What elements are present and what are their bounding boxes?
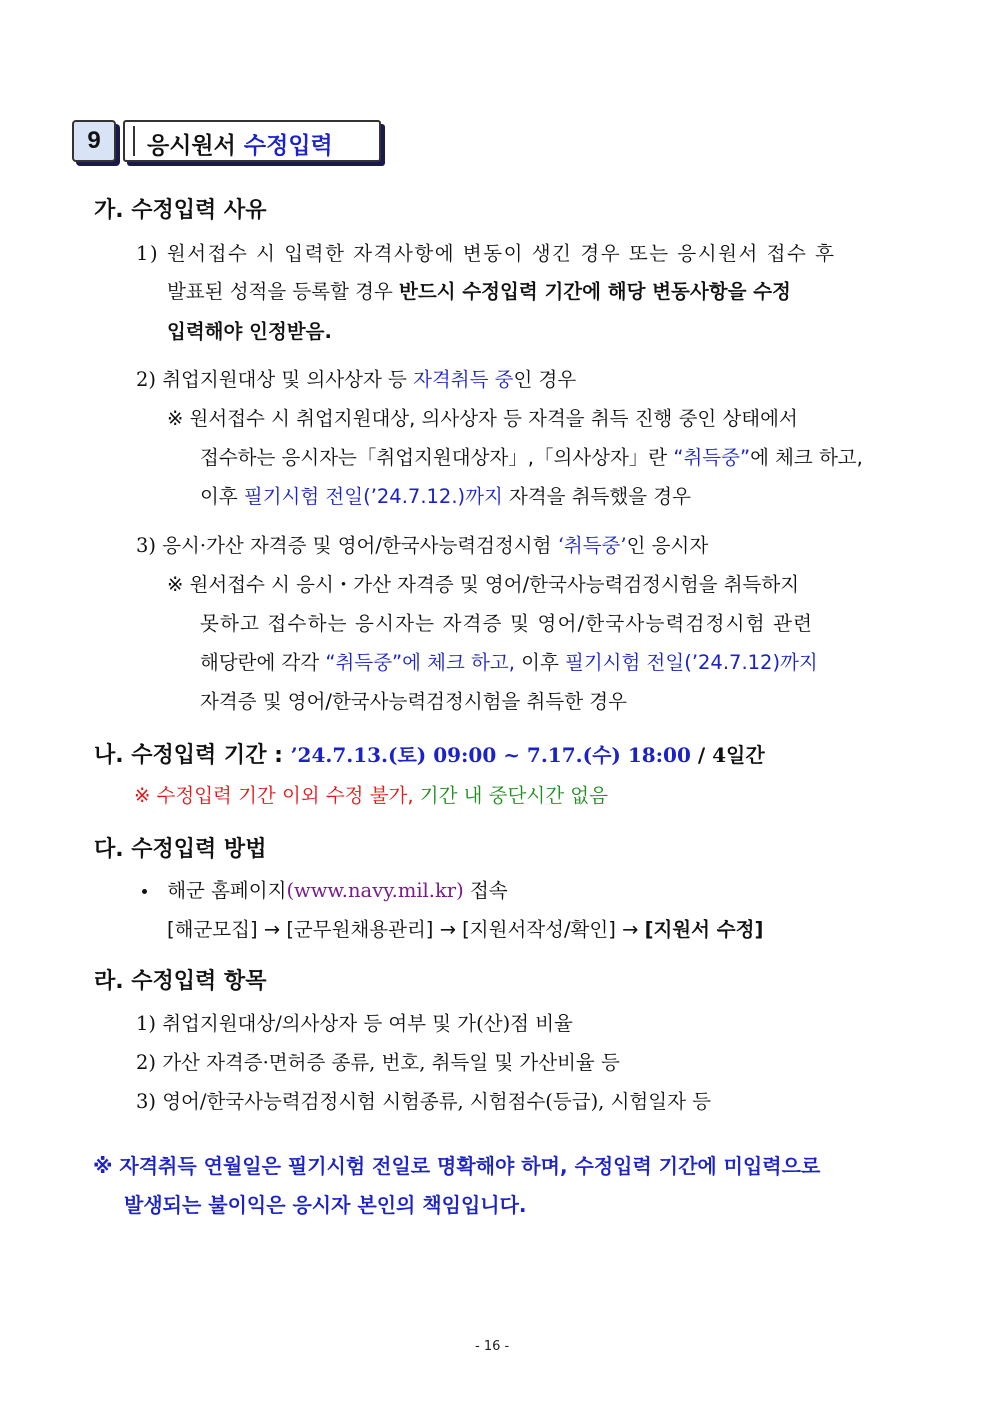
- arrow-right-icon: →: [263, 918, 281, 941]
- section-title-plain: 응시원서: [147, 133, 244, 159]
- na-note-green: 기간 내 중단시간 없음: [413, 784, 608, 807]
- bullet-icon: [142, 889, 147, 894]
- ga-item3-line: [136, 530, 708, 558]
- ga-item3-note-line3-b: “취득중”에 체크 하고,: [325, 651, 515, 674]
- da-path2: [군무원채용관리]: [286, 918, 434, 941]
- ga-item2-note-line3: [200, 481, 691, 509]
- ga-item1-line1: [136, 238, 922, 266]
- da-line1-c: 접속: [463, 879, 508, 902]
- na-duration: / 4일간: [690, 743, 765, 767]
- ga-item2-note-line3-b: 필기시험 전일(’24.7.12.)까지: [243, 485, 503, 508]
- da-line1-a: 해군 홈페이지: [167, 879, 287, 902]
- ga-item2-note-line2-b: “취득중”: [673, 446, 751, 469]
- ga-item1-line1-text: 1) 원서접수 시 입력한 자격사항에 변동이 생긴 경우 또는 응시원서 접수 후: [136, 242, 836, 265]
- ga-item3-note-line2-text: 못하고 접수하는 응시자는 자격증 및 영어/한국사능력검정시험 관련: [200, 612, 814, 635]
- ga-item3-note-line3-a: 해당란에 각각: [200, 651, 326, 674]
- final-note-line1: ※ 자격취득 연월일은 필기시험 전일로 명확해야 하며, 수정입력 기간에 미입력으로: [93, 1154, 821, 1178]
- da-line1: [142, 875, 508, 903]
- da-path4: [지원서 수정]: [644, 918, 764, 941]
- ga-item2-note-line3-a: 이후: [200, 485, 244, 508]
- ga-item3-note-line1: ※ 원서접수 시 응시・가산 자격증 및 영어/한국사능력검정시험을 취득하지: [167, 573, 800, 596]
- arrow-right-icon: →: [622, 918, 639, 941]
- ga-item2-prefix: 2) 취업지원대상 및 의사상자 등: [136, 368, 414, 391]
- ga-item3-highlight: ‘취득중’: [557, 534, 627, 557]
- ra-item-3: 3) 영어/한국사능력검정시험 시험종류, 시험점수(등급), 시험일자 등: [136, 1090, 711, 1113]
- title-box-divider: [133, 126, 135, 156]
- ga-item3-prefix: 3) 응시·가산 자격증 및 영어/한국사능력검정시험: [136, 534, 558, 557]
- ga-item2-highlight: 자격취득 중: [413, 368, 514, 391]
- heading-da: 다. 수정입력 방법: [94, 837, 267, 862]
- ga-item1-line2-plain: 발표된 성적을 등록할 경우: [167, 280, 400, 303]
- ga-item1-line2: [167, 276, 922, 304]
- ga-item2-note-line2-c: 에 체크 하고,: [750, 446, 863, 469]
- section-number: 9: [87, 127, 101, 154]
- ga-item3-note-line3-d: 필기시험 전일(’24.7.12)까지: [565, 651, 818, 674]
- na-line: [94, 738, 765, 769]
- na-note: [134, 780, 608, 808]
- heading-ra: 라. 수정입력 항목: [94, 969, 267, 994]
- section-number-badge: [72, 120, 116, 162]
- ga-item3-note-line3-c: 이후: [514, 651, 565, 674]
- ga-item2-note-line2-a: 접수하는 응시자는「취업지원대상자」,「의사상자」란: [200, 446, 674, 469]
- section-title-box: [123, 120, 381, 162]
- ga-item2-note-line2: [200, 442, 863, 470]
- ga-item3-suffix: 인 응시자: [626, 534, 709, 557]
- section-title: [147, 127, 333, 160]
- da-url-link[interactable]: (www.navy.mil.kr): [286, 879, 464, 902]
- heading-ga: 가. 수정입력 사유: [94, 198, 267, 223]
- ga-item3-note-line4: 자격증 및 영어/한국사능력검정시험을 취득한 경우: [200, 690, 627, 713]
- na-note-red: ※ 수정입력 기간 이외 수정 불가,: [134, 784, 414, 807]
- da-path: [167, 914, 763, 942]
- ga-item2-line: [136, 364, 576, 392]
- heading-na: 나. 수정입력 기간 :: [94, 743, 291, 768]
- final-note-line2: 발생되는 불이익은 응시자 본인의 책임입니다.: [124, 1193, 527, 1217]
- ga-item3-note-line3: [200, 647, 818, 675]
- ra-item-1: 1) 취업지원대상/의사상자 등 여부 및 가(산)점 비율: [136, 1012, 573, 1035]
- arrow-right-icon: →: [439, 918, 456, 941]
- ga-item2-note-line1: ※ 원서접수 시 취업지원대상, 의사상자 등 자격을 취득 진행 중인 상태에서: [167, 407, 798, 430]
- ga-item2-note-line3-c: 자격을 취득했을 경우: [502, 485, 691, 508]
- da-path1: [해군모집]: [167, 918, 258, 941]
- ra-item-2: 2) 가산 자격증·면허증 종류, 번호, 취득일 및 가산비율 등: [136, 1051, 620, 1074]
- ga-item3-note-line2: [200, 608, 922, 636]
- na-period: ’24.7.13.(토) 09:00 ~ 7.17.(수) 18:00: [290, 743, 691, 767]
- ga-item1-line3: 입력해야 인정받음.: [167, 320, 332, 343]
- page-number: - 16 -: [475, 1339, 510, 1354]
- da-path3: [지원서작성/확인]: [462, 918, 616, 941]
- ga-item2-suffix: 인 경우: [513, 368, 577, 391]
- section-title-highlight: 수정입력: [243, 133, 333, 159]
- ga-item1-line2-bold: 반드시 수정입력 기간에 해당 변동사항을 수정: [399, 280, 791, 303]
